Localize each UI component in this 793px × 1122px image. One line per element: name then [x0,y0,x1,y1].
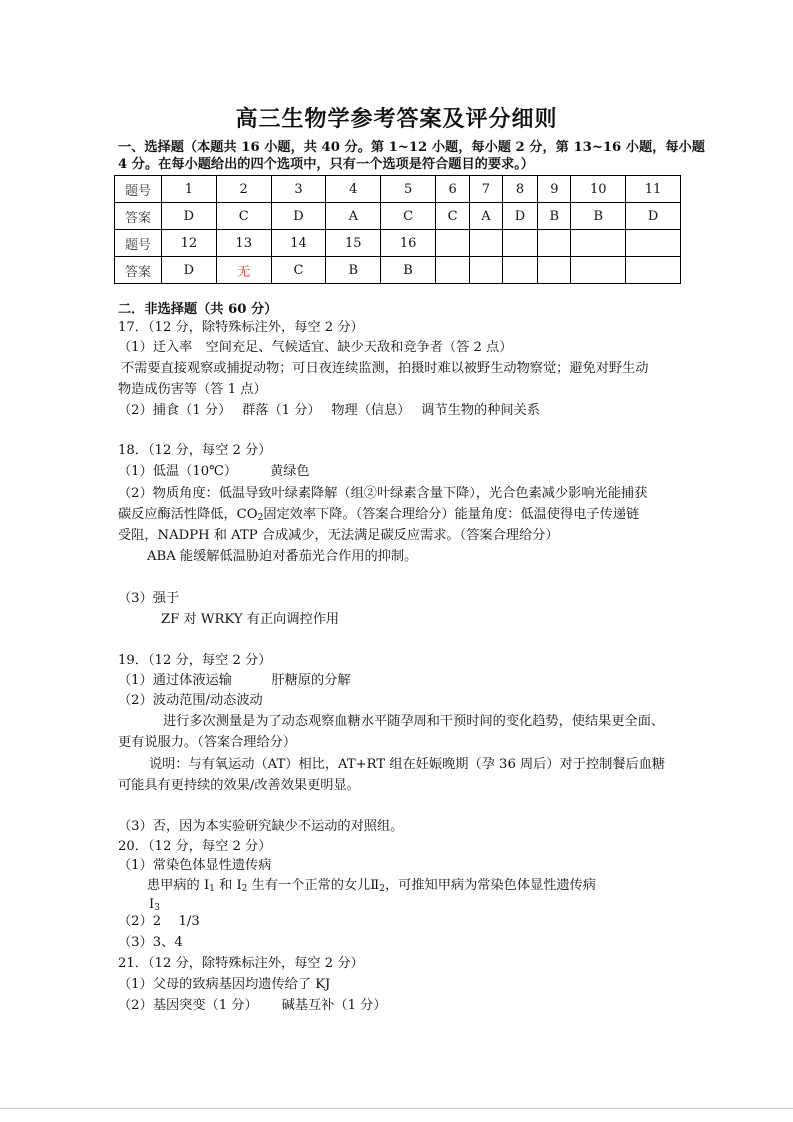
q18-line: ZF 对 WRKY 有正向调控作用 [161,612,340,627]
q20-line: （2）2 1/3 [118,914,200,929]
subscript: 1 [209,884,215,894]
page-bottom-divider [0,1108,793,1109]
answer-cell: B [326,257,381,284]
q18-line: ABA 能缓解低温胁迫对番茄光合作用的抑制。 [147,549,418,564]
answer-cell: C [216,203,271,230]
q18-line: （1）低温（10℃） 黄绿色 [118,464,310,479]
question-number-cell: 6 [435,176,469,203]
answer-cell-none: 无 [216,257,271,284]
q21-line: （2）基因突变（1 分） 碱基互补（1 分） [118,998,387,1013]
q20-text: 患甲病的 I [147,878,210,893]
subscript: 2 [257,513,264,523]
table-row-answers-2 [115,257,681,284]
answer-cell: C [271,257,326,284]
answer-cell: A [470,203,502,230]
section2-heading: 二．非选择题（共 60 分） [118,302,278,317]
q21-line: （1）父母的致病基因均遗传给了 KJ [118,977,331,992]
question-number-cell: 8 [502,176,538,203]
answer-cell: B [538,203,571,230]
answer-cell: D [162,203,217,230]
answer-cell: C [435,203,469,230]
q19-line: 说明：与有氧运动（AT）相比，AT+RT 组在妊娠晚期（孕 36 周后）对于控制餐后血糖 [149,757,666,772]
q19-line: （2）波动范围/动态波动 [118,693,263,708]
question-number-cell: 13 [216,230,271,257]
q18-text: 固定效率下降。（答案合理给分）能量角度：低温使得电子传递链 [263,507,640,522]
question-number-cell: 14 [271,230,326,257]
page-title: 高三生物学参考答案及评分细则 [235,106,558,132]
label-cell: 答案 [115,203,162,230]
q21-header: 21．（12 分，除特殊标注外，每空 2 分） [118,956,364,971]
q18-line: （3）强于 [118,591,180,606]
question-number-cell: 9 [538,176,571,203]
question-number-cell: 7 [470,176,502,203]
question-number-cell: 10 [571,176,626,203]
question-number-cell: 15 [326,230,381,257]
question-number-cell: 12 [162,230,217,257]
empty-cell [571,257,626,284]
q20-line [147,876,596,899]
q19-line: 进行多次测量是为了动态观察血糖水平随孕周和干预时间的变化趋势，使结果更全面、 [163,714,665,729]
q18-line: 受阻，NADPH 和 ATP 合成减少，无法满足碳反应需求。（答案合理给分） [118,528,559,543]
q18-header: 18．（12 分，每空 2 分） [118,443,272,458]
question-number-cell: 16 [381,230,436,257]
question-number-cell: 2 [216,176,271,203]
q19-line: 可能具有更持续的效果/改善效果更明显。 [118,778,360,793]
empty-cell [538,257,571,284]
q20-line: （3）3、4 [118,935,183,950]
q20-header: 20．（12 分，每空 2 分） [118,839,272,854]
q17-line: 物造成伤害等（答 1 点） [118,382,267,397]
empty-cell [571,230,626,257]
q17-line: （1）迁入率 空间充足、气候适宜、缺少天敌和竞争者（答 2 点） [118,340,513,355]
empty-cell [470,230,502,257]
section1-heading-line2: 4 分。在每小题给出的四个选项中，只有一个选项是符合题目的要求。） [118,157,534,172]
label-cell: 题号 [115,230,162,257]
q19-header: 19．（12 分，每空 2 分） [118,653,272,668]
q20-text: 和 I [214,878,242,893]
q17-line: （2）捕食（1 分） 群落（1 分） 物理（信息） 调节生物的种间关系 [118,403,540,418]
empty-cell [626,257,681,284]
q19-line: （1）通过体液运输 肝糖原的分解 [118,673,351,688]
answer-cell: B [571,203,626,230]
subscript: 2 [379,884,385,894]
q17-header: 17．（12 分，除特殊标注外，每空 2 分） [118,320,364,335]
label-cell: 答案 [115,257,162,284]
empty-cell [470,257,502,284]
q20-text: Ⅰ [149,897,155,912]
q17-line: 不需要直接观察或捕捉动物；可日夜连续监测，拍摄时难以被野生动物察觉；避免对野生动 [121,361,649,376]
empty-cell [626,230,681,257]
q18-line [118,505,639,528]
answer-table [114,175,681,284]
answer-cell: D [626,203,681,230]
answer-cell: A [326,203,381,230]
table-row-questions-2 [115,230,681,257]
q20-text: 生有一个正常的女儿Ⅱ [247,878,380,893]
subscript: 3 [154,903,160,913]
empty-cell [435,257,469,284]
q20-text: ，可推知甲病为常染色体显性遗传病 [384,878,596,893]
question-number-cell: 4 [326,176,381,203]
question-number-cell: 1 [162,176,217,203]
q18-line: （2）物质角度：低温导致叶绿素降解（组②叶绿素含量下降），光合色素减少影响光能捕获 [118,486,648,501]
answer-cell: B [381,257,436,284]
answer-cell: C [381,203,436,230]
empty-cell [538,230,571,257]
label-cell: 题号 [115,176,162,203]
table-row-questions-1 [115,176,681,203]
q18-text: 碳反应酶活性降低，CO [118,507,258,522]
empty-cell [502,230,538,257]
table-row-answers-1 [115,203,681,230]
q20-line: （1）常染色体显性遗传病 [118,858,272,873]
section1-heading-line1: 一、选择题（本题共 16 小题，共 40 分。第 1~12 小题，每小题 2 分，第 13~16 小题，每小题 [118,140,705,155]
subscript: 2 [241,884,248,894]
question-number-cell: 11 [626,176,681,203]
answer-cell: D [162,257,217,284]
answer-cell: D [502,203,538,230]
q19-line: 更有说服力。（答案合理给分） [118,735,297,750]
empty-cell [435,230,469,257]
q19-line: （3）否，因为本实验研究缺少不运动的对照组。 [118,819,404,834]
answer-cell: D [271,203,326,230]
empty-cell [502,257,538,284]
question-number-cell: 3 [271,176,326,203]
question-number-cell: 5 [381,176,436,203]
